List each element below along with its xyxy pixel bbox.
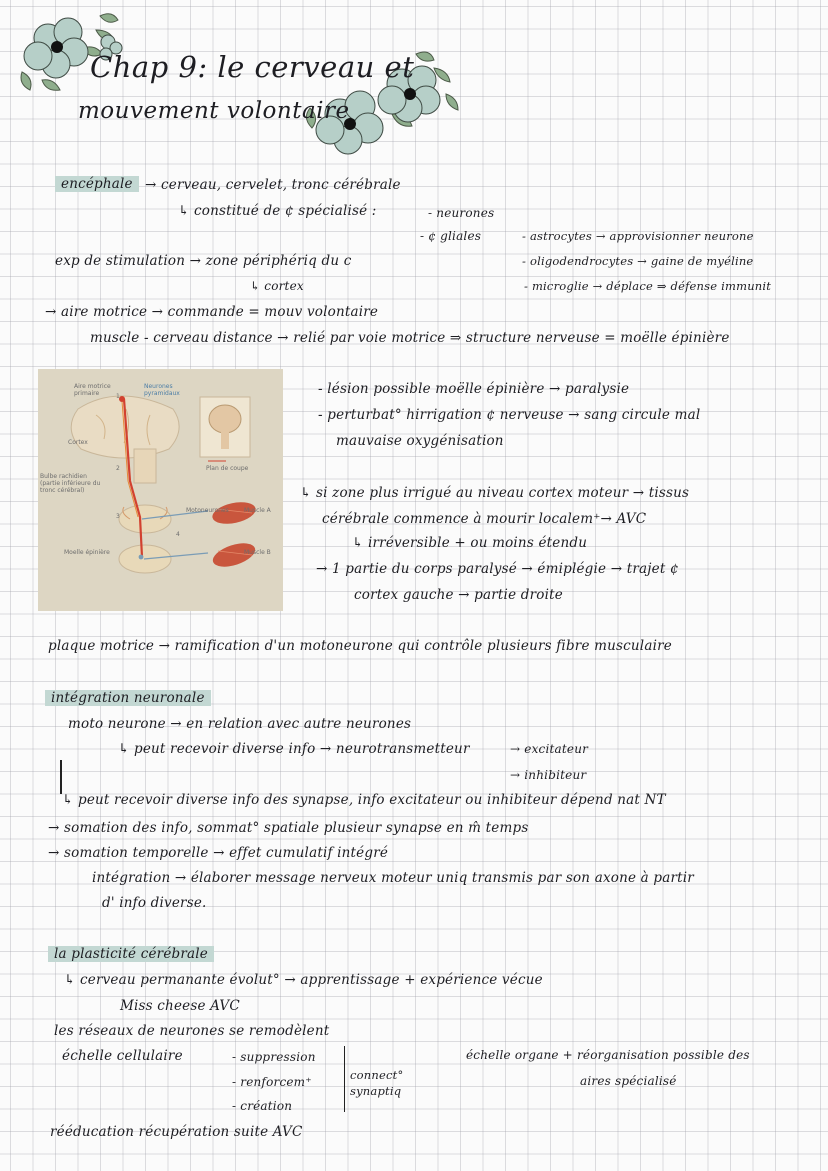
fig-label-muscle-a: Muscle A xyxy=(244,507,271,514)
lesion-line: - lésion possible moëlle épinière → paralysie xyxy=(318,381,630,397)
plasticite-synaptique: synaptiq xyxy=(350,1084,402,1098)
section-heading-encephale: encéphale xyxy=(55,176,139,192)
plasticite-renforcement: - renforcem⁺ xyxy=(232,1075,312,1089)
page-subtitle: mouvement volontaire xyxy=(78,98,350,124)
lesion-line: → 1 partie du corps paralysé → émiplégie → trajet ¢ xyxy=(316,561,679,577)
lesion-line: mauvaise oxygénisation xyxy=(336,433,504,449)
fig-label-motoneurones: Motoneurones xyxy=(186,507,229,514)
integration-line: intégration → élaborer message nerveux moteur uniq transmis par son axone à partir xyxy=(92,870,694,886)
stimulation-cortex: ↳ cortex xyxy=(250,279,304,293)
fig-label-neurones-pyramidaux: Neurones pyramidaux xyxy=(144,383,180,397)
fig-label-bulbe: Bulbe rachidien (partie inférieure du tronc cérébral) xyxy=(40,473,101,494)
integration-line: d' info diverse. xyxy=(102,895,207,911)
integration-excitateur: → excitateur xyxy=(510,742,589,756)
lesion-line: ↳ si zone plus irrigué au niveau cortex moteur → tissus xyxy=(300,485,690,501)
plasticite-echelle-organe: échelle organe + réorganisation possible des xyxy=(466,1048,750,1062)
plasticite-creation: - création xyxy=(232,1099,293,1113)
encephale-line: → cerveau, cervelet, tronc cérébrale xyxy=(145,177,401,193)
lesion-line: cortex gauche → partie droite xyxy=(354,587,563,603)
plasticite-connexion: connect° xyxy=(350,1068,404,1082)
glie-oligodendrocytes: - oligodendrocytes → gaine de myéline xyxy=(522,254,754,268)
page-title: Chap 9: le cerveau et xyxy=(90,50,415,84)
glie-microglie: - microglie → déplace ⇒ défense immunit xyxy=(524,279,772,293)
plasticite-line: les réseaux de neurones se remodèlent xyxy=(54,1023,330,1039)
lesion-line: - perturbat° hirrigation ¢ nerveuse → sang circule mal xyxy=(318,407,701,423)
fig-label-cortex: Cortex xyxy=(68,439,88,446)
section-heading-plasticite: la plasticité cérébrale xyxy=(48,946,214,962)
plaque-motrice-line: plaque motrice → ramification d'un motoneurone qui contrôle plusieurs fibre musculaire xyxy=(48,638,672,654)
integration-line: ↳ peut recevoir diverse info des synapse, info excitateur ou inhibiteur dépend nat NT xyxy=(62,792,666,808)
plasticite-aires: aires spécialisé xyxy=(580,1074,677,1088)
glie-astrocytes: - astrocytes → approvisionner neurone xyxy=(522,229,754,243)
lesion-line: ↳ irréversible + ou moins étendu xyxy=(352,535,588,551)
fig-number: 1 xyxy=(116,393,120,400)
aire-motrice-line: → aire motrice → commande = mouv volontaire xyxy=(45,304,379,320)
motor-pathway-figure xyxy=(38,369,283,611)
muscle-line: muscle - cerveau distance → relié par voie motrice ⇒ structure nerveuse = moëlle épinière xyxy=(90,330,730,346)
integration-line: ↳ peut recevoir diverse info → neurotransmetteur xyxy=(118,741,470,757)
plasticite-line: ↳ cerveau permanante évolut° → apprentissage + expérience vécue xyxy=(64,972,543,988)
plasticite-line: Miss cheese AVC xyxy=(120,998,240,1014)
fig-label-muscle-b: Muscle B xyxy=(244,549,271,556)
fig-label-aire-motrice: Aire motrice primaire xyxy=(74,383,111,397)
lesion-line: cérébrale commence à mourir localem⁺→ AVC xyxy=(322,511,647,527)
integration-line: moto neurone → en relation avec autre neurones xyxy=(68,716,412,732)
fig-label-moelle: Moelle épinière xyxy=(64,549,110,556)
encephale-neurones: - neurones xyxy=(428,206,495,220)
integration-line: → somation des info, sommat° spatiale plusieur synapse en m̂ temps xyxy=(48,820,529,836)
fig-label-plan-coupe: Plan de coupe xyxy=(206,465,249,472)
plasticite-reeducation: rééducation récupération suite AVC xyxy=(50,1124,303,1140)
plasticite-echelle-cellulaire: échelle cellulaire xyxy=(62,1048,183,1064)
section-heading-integration: intégration neuronale xyxy=(45,690,211,706)
plasticite-suppression: - suppression xyxy=(232,1050,316,1064)
encephale-gliales: - ¢ gliales xyxy=(420,229,482,243)
fig-number: 2 xyxy=(116,465,120,472)
fig-number: 3 xyxy=(116,513,120,520)
integration-line: → somation temporelle → effet cumulatif intégré xyxy=(48,845,389,861)
fig-number: 4 xyxy=(176,531,180,538)
stimulation-line: exp de stimulation → zone périphériq du c xyxy=(55,253,352,269)
integration-inhibiteur: → inhibiteur xyxy=(510,768,587,782)
encephale-constitue: ↳ constitué de ¢ spécialisé : xyxy=(178,203,377,219)
bracket-line xyxy=(60,760,62,794)
bracket-line xyxy=(344,1046,345,1112)
